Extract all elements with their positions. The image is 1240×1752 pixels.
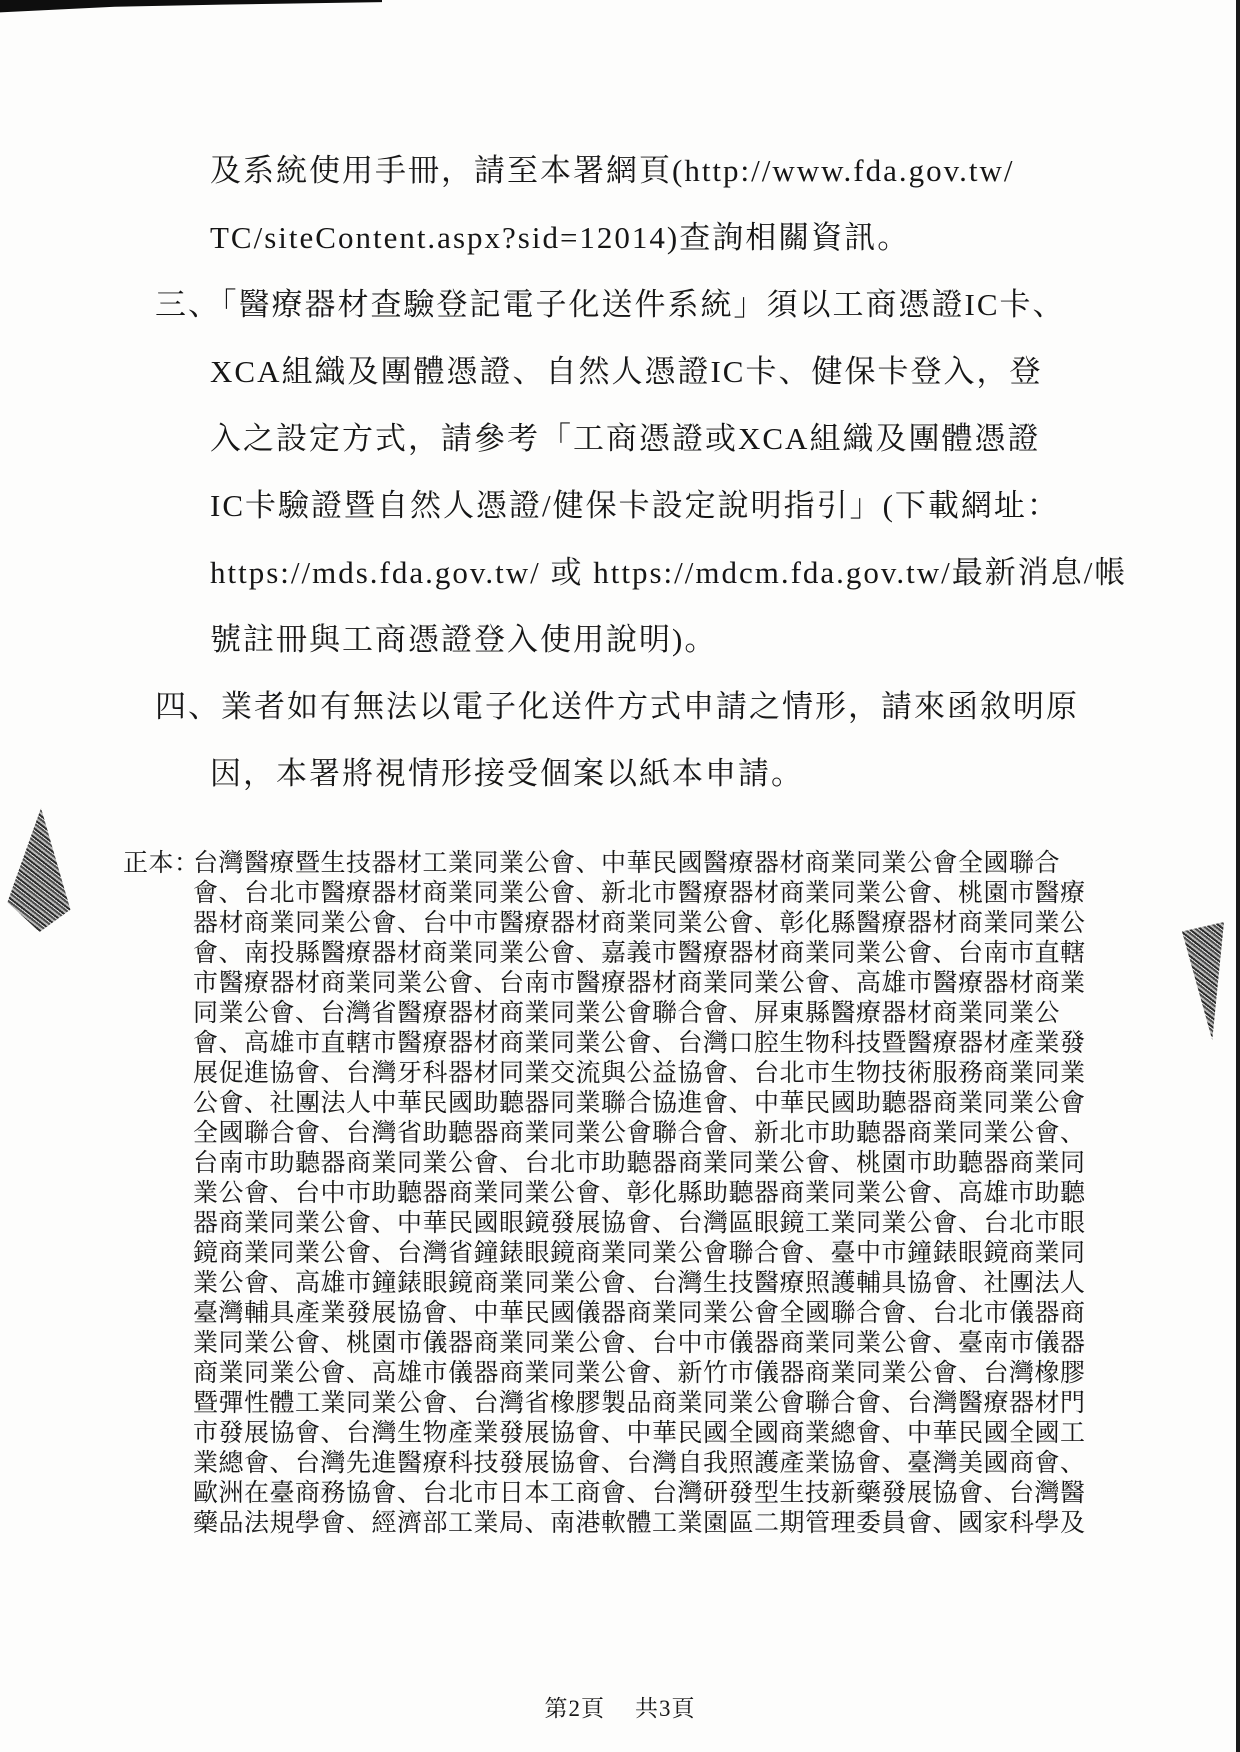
recipient-line: 會、台北市醫療器材商業同業公會、新北市醫療器材商業同業公會、桃園市醫療 <box>193 880 1086 907</box>
recipient-line: 歐洲在臺商務協會、台北市日本工商會、台灣研發型生技新藥發展協會、台灣醫 <box>193 1480 1086 1507</box>
recipient-line: 台灣醫療暨生技器材工業同業公會、中華民國醫療器材商業同業公會全國聯合 <box>193 850 1061 877</box>
recipient-line: 商業同業公會、高雄市儀器商業同業公會、新竹市儀器商業同業公會、台灣橡膠 <box>193 1360 1086 1387</box>
recipients-list <box>193 849 1086 1539</box>
recipients-label: 正本： <box>123 850 200 877</box>
recipient-line: 展促進協會、台灣牙科器材同業交流與公益協會、台北市生物技術服務商業同業 <box>193 1060 1086 1087</box>
body-line: 入之設定方式，請參考「工商憑證或XCA組織及團體憑證 <box>210 421 1041 456</box>
recipient-line: 市醫療器材商業同業公會、台南市醫療器材商業同業公會、高雄市醫療器材商業 <box>193 970 1086 997</box>
body-line: 及系統使用手冊，請至本署網頁(http://www.fda.gov.tw/ <box>210 153 1015 188</box>
recipient-line: 器商業同業公會、中華民國眼鏡發展協會、台灣區眼鏡工業同業公會、台北市眼 <box>193 1210 1086 1237</box>
body-line: https://mds.fda.gov.tw/ 或 https://mdcm.fda.gov.tw/最新消息/帳 <box>210 555 1128 590</box>
stamp-icon <box>1182 922 1224 1040</box>
body-line: 號註冊與工商憑證登入使用說明)。 <box>210 622 718 657</box>
recipient-line: 器材商業同業公會、台中市醫療器材商業同業公會、彰化縣醫療器材商業同業公 <box>193 910 1086 937</box>
recipient-line: 會、南投縣醫療器材商業同業公會、嘉義市醫療器材商業同業公會、台南市直轄 <box>193 940 1086 967</box>
recipient-line: 藥品法規學會、經濟部工業局、南港軟體工業園區二期管理委員會、國家科學及 <box>193 1510 1086 1537</box>
body-line-item-4: 四、業者如有無法以電子化送件方式申請之情形，請來函敘明原 <box>155 689 1079 724</box>
recipient-line: 會、高雄市直轄市醫療器材商業同業公會、台灣口腔生物科技暨醫療器材產業發 <box>193 1030 1086 1057</box>
scan-artifact-top-streak <box>0 0 382 13</box>
stamp-icon <box>6 808 76 932</box>
body-line: XCA組織及團體憑證、自然人憑證IC卡、健保卡登入，登 <box>210 354 1043 389</box>
document-body <box>155 137 1128 807</box>
body-line: IC卡驗證暨自然人憑證/健保卡設定說明指引」(下載網址： <box>210 488 1060 523</box>
scan-artifact-right-edge-line <box>1236 0 1240 1752</box>
body-line: TC/siteContent.aspx?sid=12014)查詢相關資訊。 <box>210 220 911 255</box>
page-total: 共3頁 <box>635 1696 696 1721</box>
recipient-line: 業公會、高雄市鐘錶眼鏡商業同業公會、台灣生技醫療照護輔具協會、社團法人 <box>193 1270 1086 1297</box>
body-line-item-3: 三、「醫療器材查驗登記電子化送件系統」須以工商憑證IC卡、 <box>155 287 1066 322</box>
recipient-line: 臺灣輔具產業發展協會、中華民國儀器商業同業公會全國聯合會、台北市儀器商 <box>193 1300 1086 1327</box>
recipient-line: 市發展協會、台灣生物產業發展協會、中華民國全國商業總會、中華民國全國工 <box>193 1420 1086 1447</box>
recipient-line: 鏡商業同業公會、台灣省鐘錶眼鏡商業同業公會聯合會、臺中市鐘錶眼鏡商業同 <box>193 1240 1086 1267</box>
recipient-line: 公會、社團法人中華民國助聽器同業聯合協進會、中華民國助聽器商業同業公會 <box>193 1090 1086 1117</box>
page-footer <box>0 1690 1240 1723</box>
recipient-line: 台南市助聽器商業同業公會、台北市助聽器商業同業公會、桃園市助聽器商業同 <box>193 1150 1086 1177</box>
recipient-line: 業同業公會、桃園市儀器商業同業公會、台中市儀器商業同業公會、臺南市儀器 <box>193 1330 1086 1357</box>
recipient-line: 業總會、台灣先進醫療科技發展協會、台灣自我照護產業協會、臺灣美國商會、 <box>193 1450 1086 1477</box>
recipient-line: 業公會、台中市助聽器商業同業公會、彰化縣助聽器商業同業公會、高雄市助聽 <box>193 1180 1086 1207</box>
body-line: 因，本署將視情形接受個案以紙本申請。 <box>210 756 804 791</box>
recipient-line: 同業公會、台灣省醫療器材商業同業公會聯合會、屏東縣醫療器材商業同業公 <box>193 1000 1061 1027</box>
recipient-line: 暨彈性體工業同業公會、台灣省橡膠製品商業同業公會聯合會、台灣醫療器材門 <box>193 1390 1086 1417</box>
recipients-block <box>123 849 1086 1539</box>
recipient-line: 全國聯合會、台灣省助聽器商業同業公會聯合會、新北市助聽器商業同業公會、 <box>193 1120 1086 1147</box>
page-number: 第2頁 <box>544 1696 605 1721</box>
